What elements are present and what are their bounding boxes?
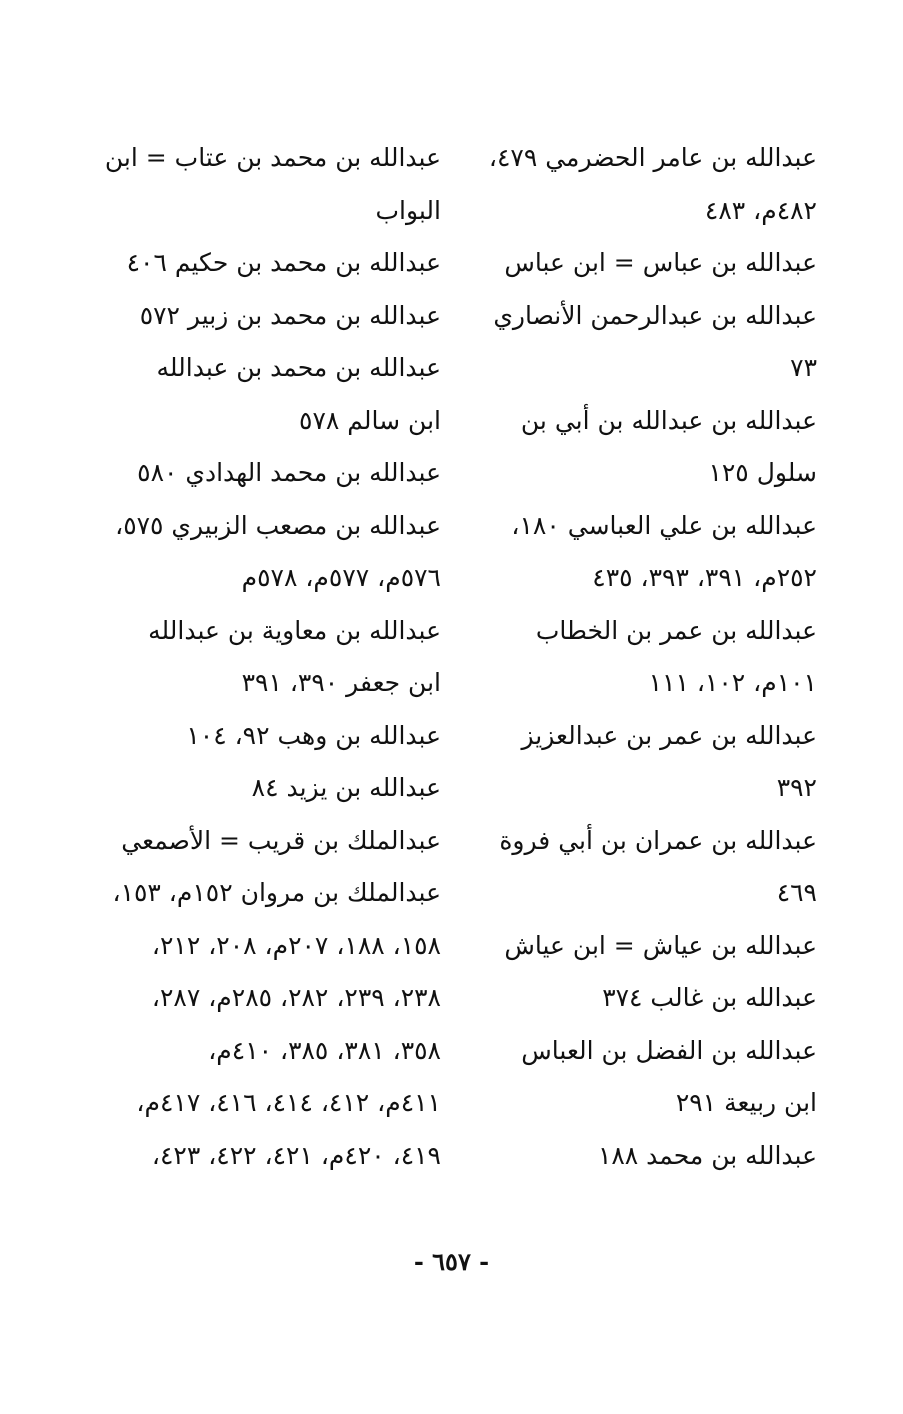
index-entry-line: عبدالله بن محمد بن حكيم ٤٠٦ xyxy=(126,248,441,277)
index-entry-line: ٤٦٩ xyxy=(776,878,817,907)
index-entry-line: ٧٣ xyxy=(790,353,817,382)
index-entry-line: عبدالله بن وهب ٩٢، ١٠٤ xyxy=(186,720,441,750)
index-entry-line: عبدالله بن يزيد ٨٤ xyxy=(251,773,441,802)
page-number: - ٦٥٧ - xyxy=(413,1247,490,1276)
index-entry-line: عبدالله بن عبدالله بن أبي بن xyxy=(520,405,817,435)
index-entry-line: عبدالله بن عمر بن عبدالعزيز xyxy=(521,720,817,750)
index-entry-line: عبدالله بن عمر بن الخطاب xyxy=(535,615,817,645)
index-entry-line: ٣٥٨، ٣٨١، ٣٨٥، ٤١٠م، xyxy=(208,1035,441,1065)
index-entry-line: عبدالملك بن مروان ١٥٢م، ١٥٣، xyxy=(112,878,441,907)
index-entry-line: عبدالله بن عياش = ابن عياش xyxy=(504,930,817,960)
index-entry-line: ١٠١م، ١٠٢، ١١١ xyxy=(648,668,817,697)
index-entry-line: ٤١١م، ٤١٢، ٤١٤، ٤١٦، ٤١٧م، xyxy=(136,1088,441,1117)
index-entry-line: عبدالملك بن قريب = الأصمعي xyxy=(121,825,441,855)
index-entry-line: عبدالله بن محمد الهدادي ٥٨٠ xyxy=(137,458,441,487)
index-entry-line: ابن سالم ٥٧٨ xyxy=(299,405,441,435)
index-entry-line: عبدالله بن محمد بن زبير ٥٧٢ xyxy=(139,300,441,330)
index-entry-line: ٤٨٢م، ٤٨٣ xyxy=(704,195,817,225)
index-entry-line: عبدالله بن محمد بن عبدالله xyxy=(156,353,441,382)
index-entry-line: ابن ربيعة ٢٩١ xyxy=(675,1088,817,1117)
index-entry-line: عبدالله بن عمران بن أبي فروة xyxy=(499,825,817,855)
index-entry-line: عبدالله بن غالب ٣٧٤ xyxy=(602,983,817,1012)
index-entry-line: عبدالله بن محمد ١٨٨ xyxy=(597,1140,817,1170)
index-entry-line: ٢٣٨، ٢٣٩، ٢٨٢، ٢٨٥م، ٢٨٧، xyxy=(151,983,441,1012)
index-entry-line: ابن جعفر ٣٩٠، ٣٩١ xyxy=(241,668,441,697)
index-entry-line: ٥٧٦م، ٥٧٧م، ٥٧٨م xyxy=(241,563,441,592)
index-entry-line: ٤١٩، ٤٢٠م، ٤٢١، ٤٢٢، ٤٢٣، xyxy=(151,1140,441,1170)
index-entry-line: ١٥٨، ١٨٨، ٢٠٧م، ٢٠٨، ٢١٢، xyxy=(151,930,441,960)
index-entry-line: عبدالله بن معاوية بن عبدالله xyxy=(148,615,441,645)
index-entry-line: عبدالله بن الفضل بن العباس xyxy=(521,1035,817,1065)
index-entry-line: سلول ١٢٥ xyxy=(708,458,817,487)
index-entry-line: ٣٩٢ xyxy=(776,773,817,802)
index-entry-line: ٢٥٢م، ٣٩١، ٣٩٣، ٤٣٥ xyxy=(592,563,817,592)
index-entry-line: عبدالله بن علي العباسي ١٨٠، xyxy=(511,510,817,540)
index-entry-line: عبدالله بن عباس = ابن عباس xyxy=(504,248,817,277)
index-entry-line: عبدالله بن عامر الحضرمي ٤٧٩، xyxy=(488,143,817,172)
index-column-right xyxy=(445,132,817,1182)
index-entry-line: عبدالله بن عبدالرحمن الأنصاري xyxy=(493,300,817,330)
index-entry-line: عبدالله بن مصعب الزبيري ٥٧٥، xyxy=(115,510,441,540)
index-column-left xyxy=(83,132,441,1182)
index-entry-line: عبدالله بن محمد بن عتاب = ابن xyxy=(104,143,441,172)
index-entry-line: البواب xyxy=(375,195,441,225)
